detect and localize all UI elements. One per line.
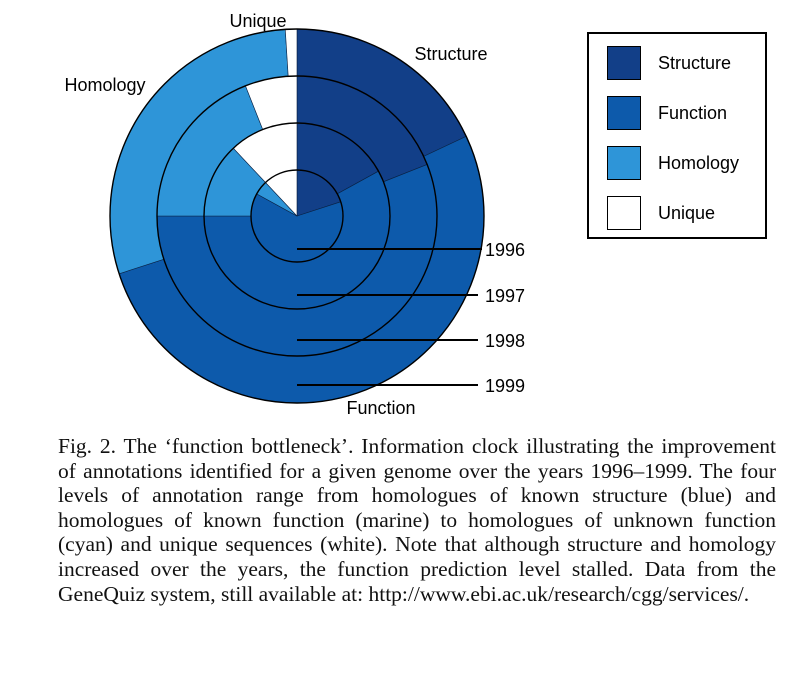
year-label-1996: 1996 <box>485 240 526 260</box>
legend-swatch-structure <box>607 46 641 80</box>
legend-swatch-unique <box>607 196 641 230</box>
legend-swatch-function <box>607 96 641 130</box>
year-label-1997: 1997 <box>485 286 526 306</box>
legend-label-unique: Unique <box>658 202 716 223</box>
legend <box>587 32 767 239</box>
outer-label-function: Function <box>346 398 416 418</box>
legend-item-unique <box>607 196 715 230</box>
year-label-1998: 1998 <box>485 331 526 351</box>
figure-caption: Fig. 2. The ‘function bottleneck’. Information clock illustrating the improvement of annotations identified for a given genome over the years 1996–1999. The four levels of annotation range from homologues of known structure (blue) and homologues of known function (marine) to homologues of unknown function (cyan) and unique sequences (white). Note that although structure and homology increased over the years, the function prediction level stalled. Data from the GeneQuiz system, still available at: http://www.ebi.ac.uk/research/cgg/services/. <box>58 434 776 606</box>
legend-label-structure: Structure <box>658 52 732 73</box>
outer-label-structure: Structure <box>414 44 488 64</box>
outer-label-unique: Unique <box>229 11 287 31</box>
legend-item-homology <box>607 146 739 180</box>
legend-item-structure <box>607 46 731 80</box>
year-label-1999: 1999 <box>485 376 526 396</box>
legend-label-function: Function <box>658 102 728 123</box>
legend-swatch-homology <box>607 146 641 180</box>
legend-label-homology: Homology <box>658 152 740 173</box>
outer-label-homology: Homology <box>64 75 146 95</box>
legend-item-function <box>607 96 727 130</box>
